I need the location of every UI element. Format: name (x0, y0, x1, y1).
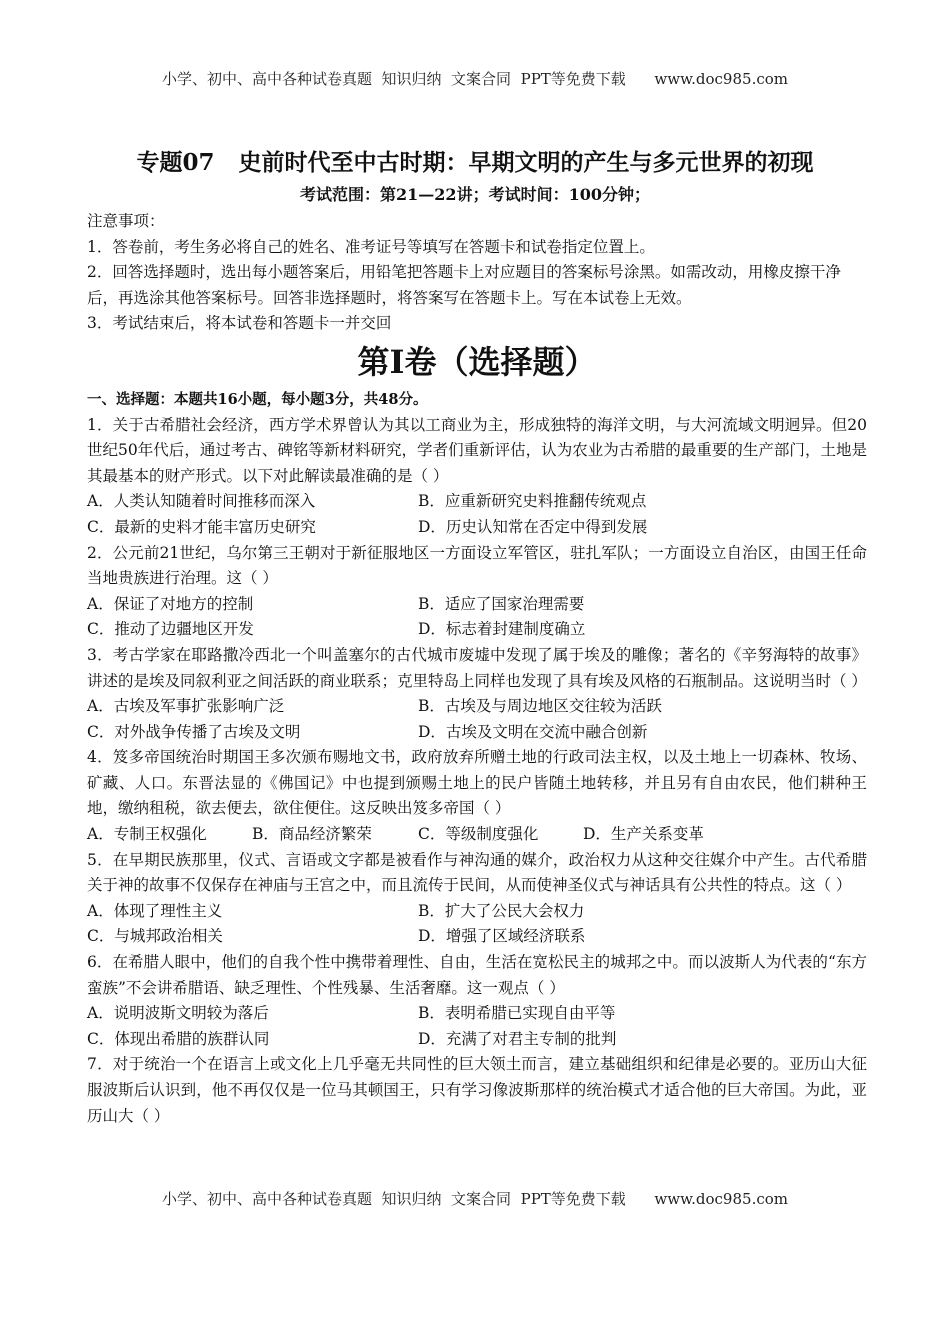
exam-title: 专题07 史前时代至中古时期：早期文明的产生与多元世界的初现 (136, 149, 814, 176)
question-options (87, 592, 867, 643)
question-options (87, 1001, 867, 1052)
option-b: B．古埃及与周边地区交往较为活跃 (418, 697, 662, 716)
option-b: B．适应了国家治理需要 (418, 594, 585, 613)
question-stem: 7．对于统治一个在语言上或文化上几乎毫无共同性的巨大领土而言，建立基础组织和纪律是必要的。亚历山大征服波斯后认识到，他不再仅仅是一位马其顿国王，只有学习像波斯那样的统治模式才适合他的巨大帝国。为此，亚历山大（ ） (87, 1055, 867, 1125)
exam-content (87, 209, 867, 1129)
option-c: C．对外战争传播了古埃及文明 (87, 722, 301, 741)
option-c: C．最新的史料才能丰富历史研究 (87, 517, 316, 536)
option-c: C．与城邦政治相关 (87, 927, 223, 946)
notice-item: 3．考试结束后，将本试卷和答题卡一并交回 (87, 314, 392, 333)
option-a: A．专制王权强化 (87, 825, 207, 844)
notice-heading: 注意事项： (87, 212, 165, 230)
option-c: C．体现出希腊的族群认同 (87, 1029, 270, 1048)
question-stem: 5．在早期民族那里，仪式、言语或文字都是被看作与神沟通的媒介，政治权力从这种交往媒介中产生。古代希腊关于神的故事不仅保存在神庙与王宫之中，而且流传于民间，从而使神圣仪式与神话具有公共性的特点。这（ ） (87, 850, 867, 895)
question-stem: 6．在希腊人眼中，他们的自我个性中携带着理性、自由，生活在宽松民主的城邦之中。而以波斯人为代表的“东方蛮族”不会讲希腊语、缺乏理性、个性残暴、生活奢靡。这一观点（ ） (87, 953, 867, 997)
question-options (87, 694, 867, 745)
option-a: A．体现了理性主义 (87, 901, 223, 920)
option-a: A．说明波斯文明较为落后 (87, 1004, 269, 1023)
option-d: D．历史认知常在否定中得到发展 (418, 517, 648, 536)
question-options (87, 489, 867, 540)
option-c: C．等级制度强化 (418, 825, 539, 844)
question-stem: 2．公元前21世纪，乌尔第三王朝对于新征服地区一方面设立军管区，驻扎军队；一方面设立自治区，由国王任命当地贵族进行治理。这（ ） (87, 543, 867, 588)
notice-item: 2．回答选择题时，选出每小题答案后，用铅笔把答题卡上对应题目的答案标号涂黑。如需改动，用橡皮擦干净后，再选涂其他答案标号。回答非选择题时，将答案写在答题卡上。写在本试卷上无效。 (87, 263, 841, 307)
option-c: C．推动了边疆地区开发 (87, 620, 254, 639)
option-b: B．表明希腊已实现自由平等 (418, 1004, 616, 1023)
option-a: A．人类认知随着时间推移而深入 (87, 492, 316, 511)
page-header: 小学、初中、高中各种试卷真题 知识归纳 文案合同 PPT等免费下载 www.doc985.com (161, 70, 788, 88)
question-options (87, 822, 867, 848)
question-stem: 4．笈多帝国统治时期国王多次颁布赐地文书，政府放弃所赠土地的行政司法主权，以及土地上一切森林、牧场、矿藏、人口。东晋法显的《佛国记》中也提到颁赐土地上的民户皆随土地转移，并且另有自由农民，他们耕种王地，缴纳租税，欲去便去，欲住便住。这反映出笈多帝国（ ） (87, 748, 867, 818)
option-d: D．标志着封建制度确立 (418, 620, 586, 639)
question-options (87, 899, 867, 950)
option-b: B．扩大了公民大会权力 (418, 901, 585, 920)
exam-subtitle: 考试范围：第21—22讲；考试时间：100分钟； (300, 185, 650, 204)
notice-item: 1．答卷前，考生务必将自己的姓名、准考证号等填写在答题卡和试卷指定位置上。 (87, 237, 655, 256)
section-title: 一、选择题：本题共16小题，每小题3分，共48分。 (87, 390, 428, 408)
option-d: D．充满了对君主专制的批判 (418, 1029, 617, 1048)
option-a: A．保证了对地方的控制 (87, 594, 254, 613)
question-stem: 3．考古学家在耶路撒冷西北一个叫盖塞尔的古代城市废墟中发现了属于埃及的雕像；著名的《辛努海特的故事》讲述的是埃及同叙利亚之间活跃的商业联系；克里特岛上同样也发现了具有埃及风格的石瓶制品。这说明当时（ ） (87, 645, 867, 690)
option-a: A．古埃及军事扩张影响广泛 (87, 697, 285, 716)
option-d: D．生产关系变革 (583, 825, 704, 844)
option-b: B．商品经济繁荣 (252, 825, 372, 844)
page-footer: 小学、初中、高中各种试卷真题 知识归纳 文案合同 PPT等免费下载 www.doc985.com (161, 1190, 788, 1208)
option-d: D．增强了区域经济联系 (418, 927, 586, 946)
volume-title: 第I卷（选择题） (357, 342, 597, 381)
question-stem: 1．关于古希腊社会经济，西方学术界曾认为其以工商业为主，形成独特的海洋文明，与大河流域文明迥异。但20世纪50年代后，通过考古、碑铭等新材料研究，学者们重新评估，认为农业为古希腊的最重要的生产部门，土地是其最基本的财产形式。以下对此解读最准确的是（ ） (87, 415, 867, 485)
option-b: B．应重新研究史料推翻传统观点 (418, 492, 647, 511)
option-d: D．古埃及文明在交流中融合创新 (418, 722, 648, 741)
